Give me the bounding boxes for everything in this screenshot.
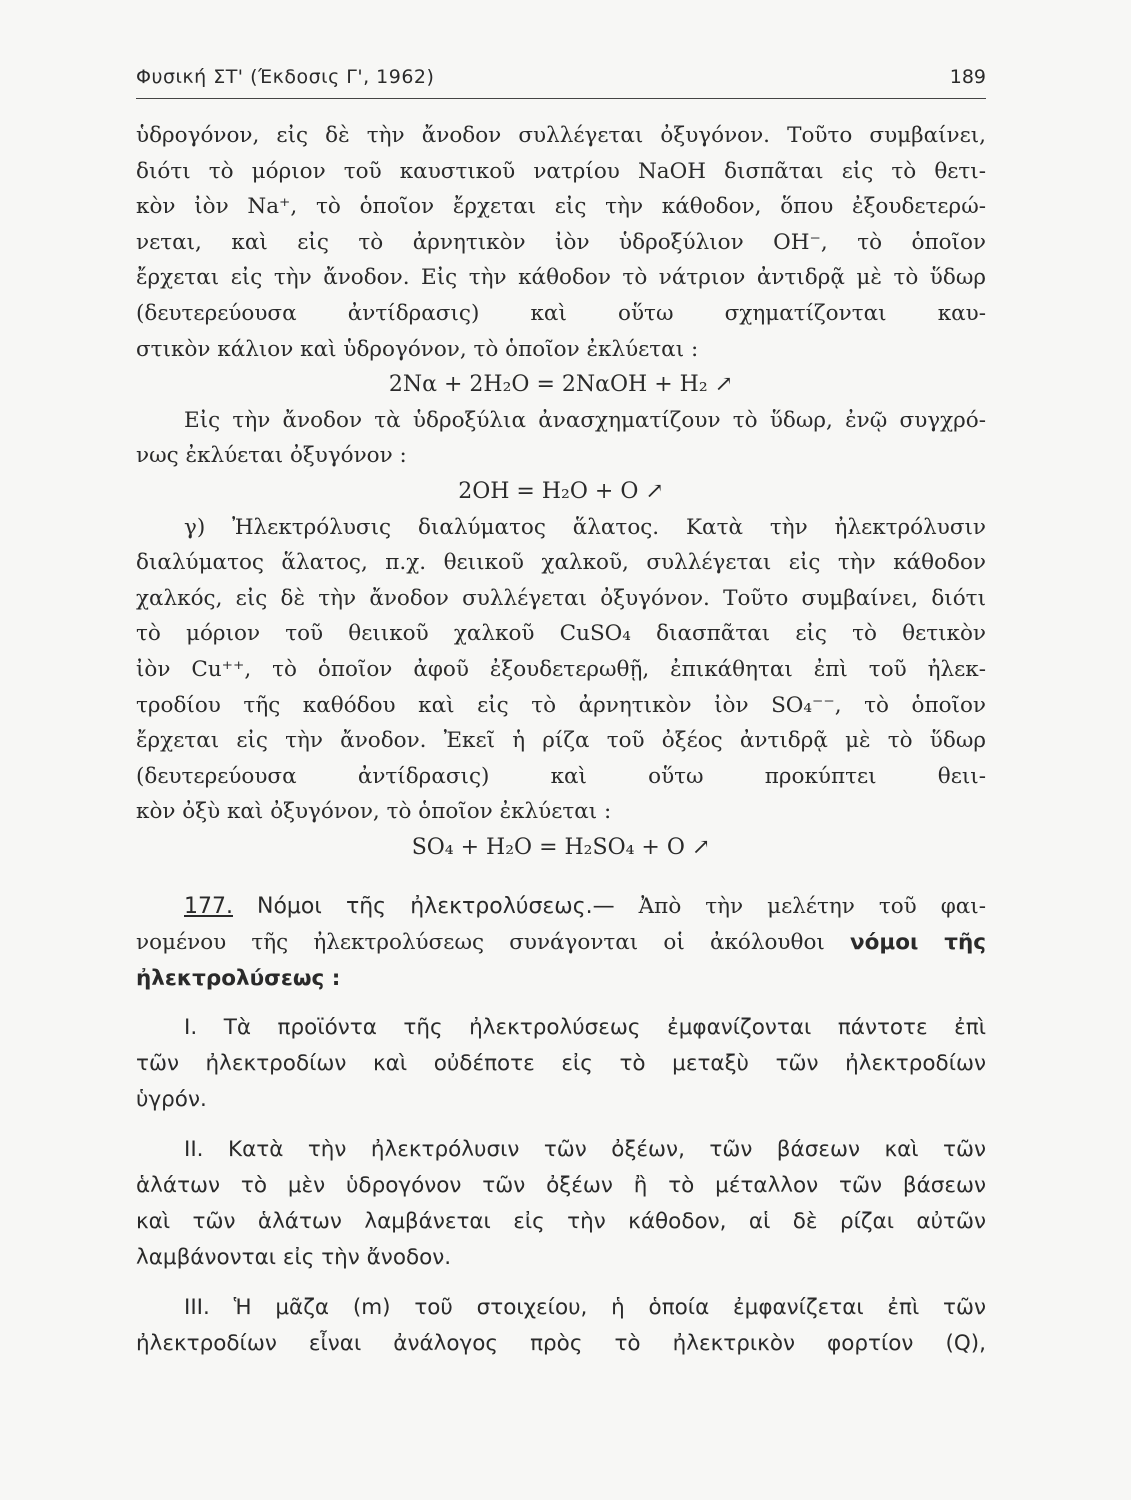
equation-sodium-water: 2Nα + 2H₂O = 2NαOH + H₂ ↗ [388,372,734,398]
law-line: II. Κατὰ τὴν ἠλεκτρόλυσιν τῶν ὀξέων, τῶν βάσεων καὶ τῶν [184,1137,986,1163]
running-title: Φυσική ΣΤ' (Έκδοσις Γ', 1962) [136,66,435,88]
section-intro: Ἀπὸ τὴν μελέτην τοῦ φαι- [638,894,987,920]
text-line: διαλύματος ἅλατος, π.χ. θειικοῦ χαλκοῦ, συλλέγεται εἰς τὴν κάθοδον [136,550,986,576]
text-line: γ) Ἠλεκτρόλυσις διαλύματος ἅλατος. Κατὰ τὴν ἠλεκτρόλυσιν [184,514,986,540]
equation-sulfate: SO₄ + H₂O = H₂SO₄ + O ↗ [411,834,711,860]
section-177 [136,889,986,996]
law-line: ἠλεκτροδίων εἶναι ἀνάλογος πρὸς τὸ ἠλεκτρικὸν φορτίον (Q), [136,1331,986,1357]
text-line: κὸν ὀξὺ καὶ ὀξυγόνον, τὸ ὁποῖον ἐκλύεται : [136,799,612,825]
bold-term: ἠλεκτρολύσεως : [136,965,341,991]
law-line: ὑγρόν. [136,1087,207,1113]
law-line: III. Ἡ μᾶζα (m) τοῦ στοιχείου, ἡ ὁποία ἐμφανίζεται ἐπὶ τῶν [184,1295,986,1321]
law-line: ἁλάτων τὸ μὲν ὑδρογόνον τῶν ὀξέων ἢ τὸ μέταλλον τῶν βάσεων [136,1173,986,1199]
law-3 [136,1290,986,1362]
text-line: ἔρχεται εἰς τὴν ἄνοδον. Ἐκεῖ ἡ ρίζα τοῦ ὀξέος ἀντιδρᾷ μὲ τὸ ὕδωρ [136,728,986,754]
equation-hydroxyl: 2OH = H₂O + O ↗ [458,478,664,504]
paragraph-electrolysis-base [136,118,986,367]
text-line: τροδίου τῆς καθόδου καὶ εἰς τὸ ἀρνητικὸν ἰὸν SO₄⁻⁻, τὸ ὁποῖον [136,692,986,718]
text-line: τὸ μόριον τοῦ θειικοῦ χαλκοῦ CuSO₄ διασπᾶται εἰς τὸ θετικὸν [136,621,986,647]
law-line: λαμβάνονται εἰς τὴν ἄνοδον. [136,1245,452,1271]
bold-term: νόμοι τῆς [850,930,986,956]
text-line: χαλκός, εἰς δὲ τὴν ἄνοδον συλλέγεται ὀξυγόνον. Τοῦτο συμβαίνει, διότι [136,585,986,611]
text-line: ὑδρογόνον, εἰς δὲ τὴν ἄνοδον συλλέγεται ὀξυγόνον. Τοῦτο συμβαίνει, [136,123,986,148]
text-line: νομένου τῆς ἠλεκτρολύσεως συνάγονται οἱ ἀκόλουθοι νόμοι τῆς [136,930,986,956]
law-line: I. Τὰ προϊόντα τῆς ἠλεκτρολύσεως ἐμφανίζονται πάντοτε ἐπὶ [184,1015,986,1041]
text-line: (δευτερεύουσα ἀντίδρασις) καὶ οὕτω σχηματίζονται καυ- [136,300,986,326]
law-1 [136,1010,986,1118]
section-heading-line [136,889,986,925]
text-line: νεται, καὶ εἰς τὸ ἀρνητικὸν ἰὸν ὑδροξύλιον OH⁻, τὸ ὁποῖον [136,229,986,255]
page-number: 189 [949,66,986,88]
text-line: διότι τὸ μόριον τοῦ καυστικοῦ νατρίου NaOH δισπᾶται εἰς τὸ θετι- [136,158,986,184]
text-line: (δευτερεύουσα ἀντίδρασις) καὶ οὕτω προκύπτει θειι- [136,763,986,789]
text-line: νως ἐκλύεται ὀξυγόνον : [136,443,407,469]
paragraph-salt-electrolysis [136,510,986,830]
text-line: ἰὸν Cu⁺⁺, τὸ ὁποῖον ἀφοῦ ἐξουδετερωθῇ, ἐπικάθηται ἐπὶ τοῦ ἠλεκ- [136,656,986,682]
paragraph-anode-hydroxyl [136,403,986,474]
page-header [136,62,986,99]
section-number: 177. [184,894,233,920]
text-line: ἔρχεται εἰς τὴν ἄνοδον. Εἰς τὴν κάθοδον τὸ νάτριον ἀντιδρᾷ μὲ τὸ ὕδωρ [136,265,986,291]
text-line: στικὸν κάλιον καὶ ὑδρογόνον, τὸ ὁποῖον ἐκλύεται : [136,336,699,362]
law-2 [136,1132,986,1276]
law-line: τῶν ἠλεκτροδίων καὶ οὐδέποτε εἰς τὸ μεταξὺ τῶν ἠλεκτροδίων [136,1051,986,1077]
section-title: Νόμοι τῆς ἠλεκτρολύσεως.— [257,894,615,920]
text-line: Εἰς τὴν ἄνοδον τὰ ὑδροξύλια ἀνασχηματίζουν τὸ ὕδωρ, ἐνῷ συγχρό- [184,407,986,433]
page-body [136,118,986,1362]
text-line: κὸν ἰὸν Na⁺, τὸ ὁποῖον ἔρχεται εἰς τὴν κάθοδον, ὅπου ἐξουδετερώ- [136,194,986,220]
law-line: καὶ τῶν ἁλάτων λαμβάνεται εἰς τὴν κάθοδον, αἱ δὲ ρίζαι αὐτῶν [136,1209,986,1235]
